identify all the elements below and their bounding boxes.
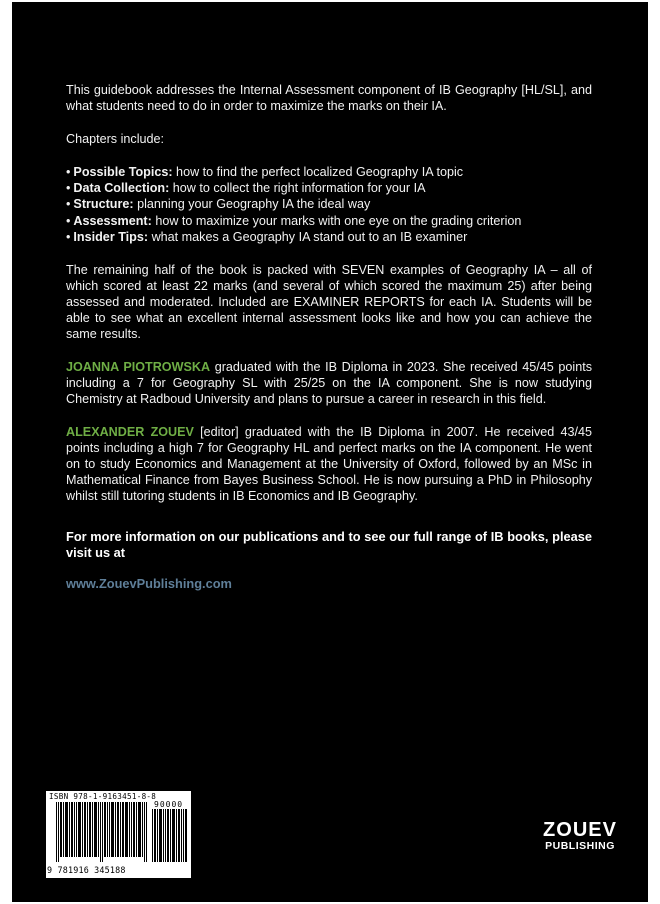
chapter-item: [66, 229, 592, 245]
logo-sub-text: PUBLISHING: [545, 840, 615, 852]
author-bio-zouev: [66, 424, 592, 504]
more-info-text: For more information on our publications and to see our full range of IB books, please visit us at: [66, 529, 592, 560]
author-bio-piotrowska: [66, 359, 592, 407]
logo-main-text: ZOUEV: [543, 819, 617, 841]
chapter-title: Structure:: [73, 197, 134, 212]
chapter-desc: how to find the perfect localized Geography IA topic: [172, 165, 464, 179]
barcode-digits: 9 781916 345188: [47, 865, 126, 875]
author-name: ALEXANDER ZOUEV: [66, 425, 194, 440]
chapter-title: Insider Tips:: [73, 229, 149, 244]
back-cover: [12, 2, 648, 902]
examples-paragraph: The remaining half of the book is packed with SEVEN examples of Geography IA – all of which scored at least 22 marks (and several of which scored the maximum 25) after being assessed and moderated. Included are EXAMINER REPORTS for each IA. Students will be able to see what an excellent internal assessment looks like and how you can achieve the same results.: [66, 263, 592, 342]
chapter-desc: how to collect the right information for your IA: [169, 181, 426, 196]
addon-bars-icon: [152, 809, 188, 862]
chapter-item: [66, 213, 592, 229]
author-name: JOANNA PIOTROWSKA: [66, 360, 211, 375]
chapters-heading: Chapters include:: [66, 132, 165, 146]
website-link[interactable]: www.ZouevPublishing.com: [66, 576, 232, 591]
barcode-bars-icon: [56, 802, 148, 862]
chapter-title: Possible Topics:: [73, 165, 173, 179]
blurb: [66, 82, 592, 521]
chapter-title: Assessment:: [73, 213, 152, 228]
bullet: •: [66, 229, 71, 244]
bullet: •: [66, 213, 71, 228]
bullet: •: [66, 165, 71, 179]
bullet: •: [66, 181, 71, 196]
chapter-desc: planning your Geography IA the ideal way: [133, 197, 371, 212]
chapter-item: [66, 164, 592, 180]
chapter-item: [66, 180, 592, 196]
chapter-title: Data Collection:: [73, 181, 170, 196]
author-bio-text: [editor] graduated with the IB Diploma in 2007. He received 43/45 points including a high 7 for Geography HL and perfect marks on the IA component. He went on to study Economics and Management at the University of Oxford, followed by an MSc in Mathematical Finance from Bayes Business School. He is now pursuing a PhD in Philosophy whilst still tutoring students in IB Economics and IB Geography.: [66, 425, 592, 504]
barcode-addon-number: 90000: [154, 800, 184, 809]
author-bio-text: graduated with the IB Diploma in 2023. She received 45/45 points including a 7 for Geography SL with 25/25 on the IA component. She is now studying Chemistry at Radboud University and plans to pursue a career in research in this field.: [66, 360, 593, 407]
isbn-label: ISBN 978-1-9163451-8-8: [49, 792, 157, 801]
chapter-item: [66, 196, 592, 212]
isbn-barcode: [46, 791, 191, 878]
chapter-desc: what makes a Geography IA stand out to an IB examiner: [148, 229, 468, 244]
bullet: •: [66, 197, 71, 212]
chapter-list: [66, 164, 592, 245]
publisher-logo: [532, 820, 628, 853]
intro-paragraph: This guidebook addresses the Internal Assessment component of IB Geography [HL/SL], and what students need to do in order to maximize the marks on their IA.: [66, 83, 592, 113]
chapter-desc: how to maximize your marks with one eye on the grading criterion: [151, 213, 522, 228]
